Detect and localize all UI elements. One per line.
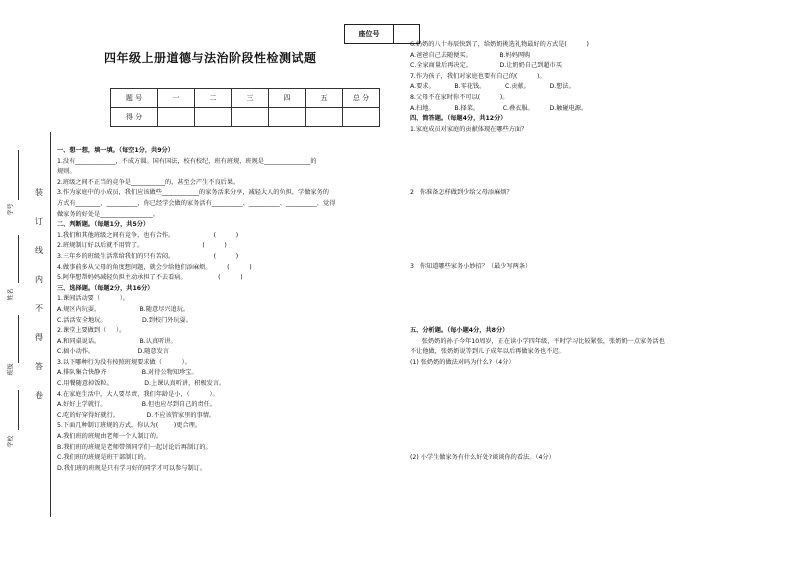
binding-text [34, 178, 44, 410]
question-line: 7.作为孩子，我们对家庭也要有自己的( )。 [410, 72, 546, 80]
question-line: 4.做事前多从父母的角度想问题，就会少给他们添麻烦。 ( ) [57, 263, 252, 271]
student-id-label: 学号 [7, 203, 15, 216]
question-line: 3.以下哪种行为没有按照班规要求做（ ）。 [57, 358, 191, 366]
question-line: C.活活安全地玩。 D.到校门外玩耍。 [57, 316, 193, 324]
score-cell: 得 分 [111, 108, 158, 127]
question-line [410, 220, 780, 231]
score-input-cell[interactable] [306, 108, 343, 127]
question-line [410, 368, 780, 379]
question-line: 1.家庭成员对家庭的贡献体现在哪些方面？ [410, 125, 528, 133]
question-line: 2.班级之间不正当的竞争是___________的，甚至会产生不良后果。 [57, 178, 240, 186]
question-line [410, 443, 780, 454]
school-label: 学校 [7, 435, 15, 448]
page-title: 四年级上册道德与法治阶段性检测试题 [104, 51, 317, 65]
section-heading: 四、简答题。（每题4分，共12分） [410, 115, 507, 123]
question-line: 张奶奶的孙子今年10周岁，正在读小学四年级，平时学习比较紧张，张奶奶一点家务活也 [410, 337, 665, 345]
score-cell: 三 [232, 89, 269, 108]
question-line [410, 421, 780, 432]
question-line: 2.班规制订好以后就不用管了。 ( ) [57, 242, 227, 250]
seat-number-box [344, 24, 420, 44]
question-line: 做家务的好处是_________________。 [57, 210, 160, 218]
binding-char: 卷 [35, 391, 43, 400]
score-table-score-row [111, 108, 380, 127]
section-heading: 五、分析题。（每小题4分，共8分） [410, 327, 509, 335]
binding-char: 不 [35, 304, 43, 313]
question-line: 6.奶奶的八十寿辰快到了，给奶奶挑选礼物最好的方式是( ) [410, 41, 589, 48]
section-heading: 一、想一想，填一填。（每空1分，共9分） [57, 147, 174, 154]
question-line: 8.父母不在家时你不可以( )。 [410, 93, 509, 101]
question-line: 1.课间活动要（ ）。 [57, 295, 129, 303]
score-cell: 四 [269, 89, 306, 108]
question-line [410, 294, 780, 305]
question-line: A.规区内玩耍。 B.随意尽兴追玩。 [57, 305, 190, 313]
question-line: A.扫地。 B.择菜。 C.叠衣服。 D.触碰电源。 [410, 104, 588, 112]
question-line: A.我们班的班规由老师一个人制订的。 [57, 433, 163, 441]
question-line [410, 146, 780, 157]
question-line: A.排队集合快静齐 B.对待公物知珍宝。 [57, 369, 198, 377]
question-line [410, 411, 780, 422]
question-line [410, 210, 780, 221]
question-line: 5.阿华想帮妈妈减轻负担主动承担了不去看病。 ( ) [57, 274, 243, 282]
score-cell: 五 [306, 89, 343, 108]
score-input-cell[interactable] [343, 108, 380, 127]
question-line: 规则。 [57, 168, 76, 176]
question-line [410, 231, 780, 242]
score-table [110, 88, 380, 127]
question-line [410, 241, 780, 252]
question-line: 3.作为家庭中的小成员，我们应该做些____________的家务活来分享，减轻大人的负担，学做家务的 [57, 189, 329, 197]
binding-char: 装 [35, 188, 43, 197]
question-line: 3.三年乡的班级生活常给我们的只有苦闷。 ( ) [57, 252, 239, 260]
binding-char: 得 [35, 333, 43, 342]
binding-char: 答 [35, 362, 43, 371]
question-line: 方式有________、__________，你已经学会做的家务活有__________、__________、__________，觉得 [57, 199, 336, 207]
left-column [57, 146, 392, 474]
question-line: A.爸爸自己去随便买。 B.妈妈网购 [410, 51, 531, 59]
question-line [410, 178, 780, 189]
score-cell: 总 分 [343, 89, 380, 108]
question-line: 3 你知道哪些家务小妙招？（最少写两条） [410, 263, 532, 271]
question-line: 4.在家庭生活中，大人要尽责，我们年龄是小，（ ）。 [57, 390, 219, 398]
class-field[interactable] [18, 315, 19, 363]
question-line: C.用餐随意掉饭粒。 D.上课认真听讲，积极发言。 [57, 380, 226, 388]
question-line: A.和同桌说话。 B.认真听讲。 [57, 337, 177, 345]
question-line: C.全家商量后再决定。 D.让奶奶自己到超市买 [410, 62, 562, 70]
name-label: 姓名 [7, 288, 15, 301]
question-line: D.我们班的班规是只有学习好的同学才可以参与制订。 [57, 464, 207, 472]
question-line: 1.我们和其他班级之间有竞争，也有合作。 ( ) [57, 231, 239, 239]
question-line [410, 305, 780, 316]
question-line: B.我们班的班规是老师带领同学们一起讨论后再制订的。 [57, 443, 212, 451]
student-id-field[interactable] [18, 150, 19, 200]
question-line [410, 315, 780, 326]
question-line [410, 273, 780, 284]
score-input-cell[interactable] [269, 108, 306, 127]
question-line: (2) 小学生做家务有什么好处?谈谈你的看法。（4分） [410, 454, 555, 462]
right-column [410, 40, 780, 464]
question-line [410, 400, 780, 411]
question-line [410, 379, 780, 390]
name-field[interactable] [18, 235, 19, 283]
question-line: C.吃的好穿得好就行。 D.不应该管家里的事情。 [57, 411, 216, 419]
question-line [410, 135, 780, 146]
question-line: 不让他做，张奶奶说等到儿子成年以后再做家务也不迟。 [410, 348, 565, 356]
school-field[interactable] [18, 390, 19, 430]
question-line [410, 284, 780, 295]
question-line: A.好好上学就行。 B.但也应尽到自己的责任。 [57, 401, 217, 409]
question-line: C.我们班的班规是班干部制订的。 [57, 454, 150, 462]
question-line: 5.下面几种制订班规的方式，你认为( )更合理。 [57, 422, 202, 430]
score-cell: 题 号 [111, 89, 158, 108]
question-line [410, 199, 780, 210]
question-line: 2 你准备怎样做到少给父母添麻烦？ [410, 189, 513, 197]
question-line: 1.没有_____________，不成方圆。国有国法，校有校纪，班有班规，班规是_______________的 [57, 157, 317, 165]
question-line [410, 157, 780, 168]
section-heading: 三、选择题。（每题2分，共16分） [57, 284, 154, 292]
score-input-cell[interactable] [195, 108, 232, 127]
score-cell: 二 [195, 89, 232, 108]
score-cell: 一 [158, 89, 195, 108]
question-line [410, 167, 780, 178]
binding-char: 线 [35, 246, 43, 255]
score-table-header-row [111, 89, 380, 108]
class-label: 班级 [7, 363, 15, 376]
question-line [410, 390, 780, 401]
question-line: C.搞小动作。 D.随意发言 [57, 348, 169, 356]
seat-number-label: 座位号 [345, 25, 394, 43]
section-heading: 二、判断题。（每题1分，共5分） [57, 221, 150, 229]
score-input-cell[interactable] [232, 108, 269, 127]
score-input-cell[interactable] [158, 108, 195, 127]
binding-char: 内 [35, 275, 43, 284]
binding-line [50, 132, 51, 517]
question-line: (1) 张奶奶的做法对吗为什么?（4分） [410, 358, 515, 366]
question-line: A.要求。 B.零花钱。 C.贡献。 D.想法。 [410, 83, 575, 91]
question-line [410, 252, 780, 263]
question-line [410, 432, 780, 443]
binding-char: 订 [35, 217, 43, 226]
question-line: 2.课堂上要做到（ ）。 [57, 327, 126, 335]
